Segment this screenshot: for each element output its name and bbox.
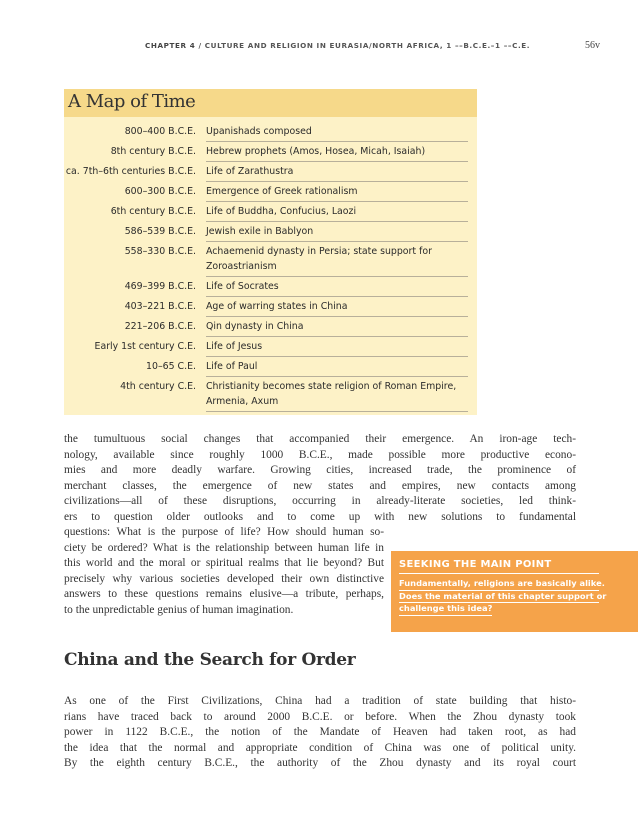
map-title: A Map of Time — [68, 91, 196, 112]
map-row — [64, 297, 477, 317]
map-row — [64, 222, 477, 242]
text-line: this world and the moral or spiritual realms that lie beyond? But — [64, 557, 384, 569]
map-row-event: Upanishads composed — [206, 122, 468, 142]
map-row-date: 221–206 B.C.E. — [124, 321, 196, 332]
map-row-event: Life of Zarathustra — [206, 162, 468, 182]
sidebar-line: challenge this idea? — [399, 603, 492, 616]
map-row-event: Achaemenid dynasty in Persia; state support for Zoroastrianism — [206, 242, 468, 277]
seeking-main-point-sidebar — [391, 551, 638, 632]
map-row-event: Christianity becomes state religion of Roman Empire, Armenia, Axum — [206, 377, 468, 412]
map-rows — [64, 122, 477, 412]
section-heading: China and the Search for Order — [64, 650, 356, 670]
sidebar-rule — [399, 573, 599, 574]
text-line: answers to these questions remains elusive—a tribute, perhaps, — [64, 588, 384, 600]
map-row-date: 10–65 C.E. — [146, 361, 196, 372]
map-title-bar — [64, 89, 477, 117]
map-row — [64, 377, 477, 412]
map-row-event: Hebrew prophets (Amos, Hosea, Micah, Isaiah) — [206, 142, 468, 162]
sidebar-body — [399, 578, 607, 616]
chapter-label: CHAPTER 4 — [145, 41, 196, 50]
map-row-date: 403–221 B.C.E. — [124, 301, 196, 312]
map-row-event: Jewish exile in Bablyon — [206, 222, 468, 242]
text-line: power in 1122 B.C.E., the notion of the Mandate of Heaven had taken root, as had — [64, 726, 576, 739]
map-row-date: 8th century B.C.E. — [110, 146, 196, 157]
map-row-event: Qin dynasty in China — [206, 317, 468, 337]
text-line: the tumultuous social changes that accompanied their emergence. An iron-age tech- — [64, 433, 576, 445]
text-line: rians have traced back to around 2000 B.C.E. or before. When the Zhou dynasty took — [64, 710, 576, 723]
section-text — [64, 683, 576, 783]
text-line: precisely why various societies developed their own distinctive — [64, 572, 384, 585]
sidebar-line: Fundamentally, religions are basically alike. — [399, 578, 599, 591]
map-row-event: Age of warring states in China — [206, 297, 468, 317]
map-row-event: Life of Buddha, Confucius, Laozi — [206, 202, 468, 222]
text-line: mies and more deadly warfare. Growing cities, increased trade, the prominence of — [64, 464, 576, 476]
map-row — [64, 142, 477, 162]
map-row-date: 558–330 B.C.E. — [124, 246, 196, 257]
text-line: merchant classes, the emergence of new states and empires, new contacts among — [64, 479, 576, 492]
map-row-event: Emergence of Greek rationalism — [206, 182, 468, 202]
running-head — [145, 41, 585, 50]
map-row-date: 6th century B.C.E. — [110, 206, 196, 217]
map-row-date: 469–399 B.C.E. — [124, 281, 196, 292]
text-line: ciety be ordered? What is the relationship between human life in — [64, 541, 384, 554]
map-row-date: 800–400 B.C.E. — [124, 126, 196, 137]
map-row — [64, 162, 477, 182]
map-row — [64, 182, 477, 202]
map-of-time-box — [64, 89, 477, 415]
text-line: By the eighth century B.C.E., the authority of the Zhou dynasty and its royal court — [64, 757, 576, 770]
map-row — [64, 357, 477, 377]
map-row — [64, 337, 477, 357]
map-row-date: ca. 7th–6th centuries B.C.E. — [65, 166, 196, 177]
chapter-title: / CULTURE AND RELIGION IN EURASIA/NORTH AFRICA, 1 ––B.C.E.–1 ––C.E. — [198, 41, 531, 50]
map-row-date: 4th century C.E. — [120, 381, 196, 392]
map-row-event: Life of Socrates — [206, 277, 468, 297]
text-line: As one of the First Civilizations, China had a tradition of state building that histo- — [64, 695, 576, 708]
sidebar-line: Does the material of this chapter support or — [399, 591, 599, 604]
text-line: ers to question older outlooks and to come up with new solutions to fundamental — [64, 510, 576, 523]
map-row — [64, 122, 477, 142]
section-paragraph — [64, 694, 576, 772]
text-line: to the unpredictable genius of human imagination. — [64, 603, 294, 616]
map-row — [64, 242, 477, 277]
map-row — [64, 277, 477, 297]
map-row-event: Life of Jesus — [206, 337, 468, 357]
map-row-date: 600–300 B.C.E. — [124, 186, 196, 197]
map-row — [64, 317, 477, 337]
text-line: questions: What is the purpose of life? How should human so- — [64, 526, 384, 538]
map-row-event: Life of Paul — [206, 357, 468, 377]
map-row-date: 586–539 B.C.E. — [124, 226, 196, 237]
text-line: the idea that the normal and appropriate condition of China was one of political unity. — [64, 741, 576, 754]
text-line: civilizations—all of these disruptions, occurring in already-literate societies, led think- — [64, 495, 576, 507]
sidebar-title: SEEKING THE MAIN POINT — [399, 559, 552, 570]
map-row — [64, 202, 477, 222]
map-row-date: Early 1st century C.E. — [94, 341, 196, 352]
page-number: 56v — [585, 40, 600, 51]
text-line: nology, available since roughly 1000 B.C.E., made possible more productive econo- — [64, 448, 576, 461]
